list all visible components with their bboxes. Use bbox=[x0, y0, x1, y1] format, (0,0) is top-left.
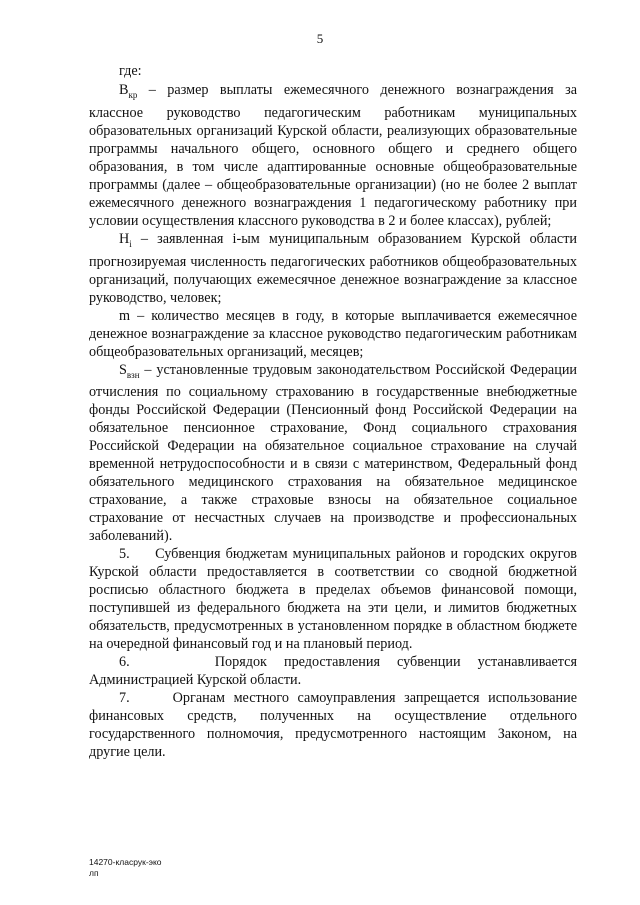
symbol-ni: $Н_i$ bbox=[119, 230, 132, 249]
symbol-vkr: $В_{кр}$ bbox=[119, 82, 138, 100]
where-label: где: bbox=[119, 63, 142, 79]
page-number: 5 bbox=[316, 31, 324, 46]
definition-svzn bbox=[89, 361, 577, 546]
definition-text: – размер выплаты ежемесячного денежного вознаграждения за классное руководство педагогическим работникам муниципальных образовательных организаций Курской области, реализующих образовательные программы начального общего, основного общего и среднего общего образования, в том числе адаптированные основные общеобразовательные программы (далее – общеобразовательные организации) (но не более 2 выплат ежемесячного денежного вознаграждения 1 педагогическому работнику при условии осуществления классного руководства в 2 и более классах), рублей; bbox=[89, 82, 577, 229]
footer-code: 14270-класрук-эко bbox=[89, 857, 162, 867]
definition-ni bbox=[89, 230, 577, 307]
definition-text: – заявленная i-ым муниципальным образованием Курской области прогнозируемая численность педагогических работников общеобразовательных организаций, получающих ежемесячное денежное вознаграждение за классное руководство, человек; bbox=[89, 230, 578, 306]
footer-initials: лп bbox=[89, 868, 99, 878]
definition-text: – количество месяцев в году, в которые выплачивается ежемесячное денежное вознаграждение за классное руководство педагогическим работникам общеобразовательных организаций, месяцев; bbox=[89, 307, 577, 360]
item-5 bbox=[89, 545, 577, 653]
item-number: 5. bbox=[119, 546, 130, 563]
symbol-svzn: $S_{взн}$ bbox=[119, 361, 140, 380]
document-body bbox=[89, 62, 577, 761]
item-7 bbox=[89, 689, 577, 761]
document-footer bbox=[89, 857, 162, 879]
item-text: Субвенция бюджетам муниципальных районов и городских округов Курской области предоставляется в соответствии со сводной бюджетной росписью областного бюджета в пределах объемов финансовой помощи, поступившей из федерального бюджета на эти цели, и лимитов бюджетных обязательств, предусмотренных в установленном порядке в областном бюджете на очередной финансовый год и на плановый период. bbox=[89, 546, 577, 653]
item-number: 7. bbox=[119, 690, 130, 707]
definition-m bbox=[89, 307, 577, 361]
item-text: Органам местного самоуправления запрещается использование финансовых средств, полученных на осуществление отдельного государственного полномочия, предусмотренного настоящим Законом, на другие цели. bbox=[89, 690, 577, 761]
item-6 bbox=[89, 653, 577, 689]
item-text: Порядок предоставления субвенции устанавливается Администрацией Курской области. bbox=[89, 654, 578, 689]
definition-vkr bbox=[89, 81, 577, 230]
symbol-m: m bbox=[119, 307, 131, 324]
definition-text: – установленные трудовым законодательством Российской Федерации отчисления по социальному страхованию в государственные внебюджетные фонды Российской Федерации (Пенсионный фонд Российской Федерации на обязательное пенсионное страхование, Фонд социального страхования Российской Федерации на обязательное социальное страхование на случай временной нетрудоспособности и в связи с материнством, Федеральный фонд обязательного медицинского страхования на обязательное медицинское страхование, а также страховые взносы на обязательное социальное страхование от несчастных случаев на производстве и профессиональных заболеваний). bbox=[89, 361, 578, 545]
item-number: 6. bbox=[119, 654, 130, 671]
